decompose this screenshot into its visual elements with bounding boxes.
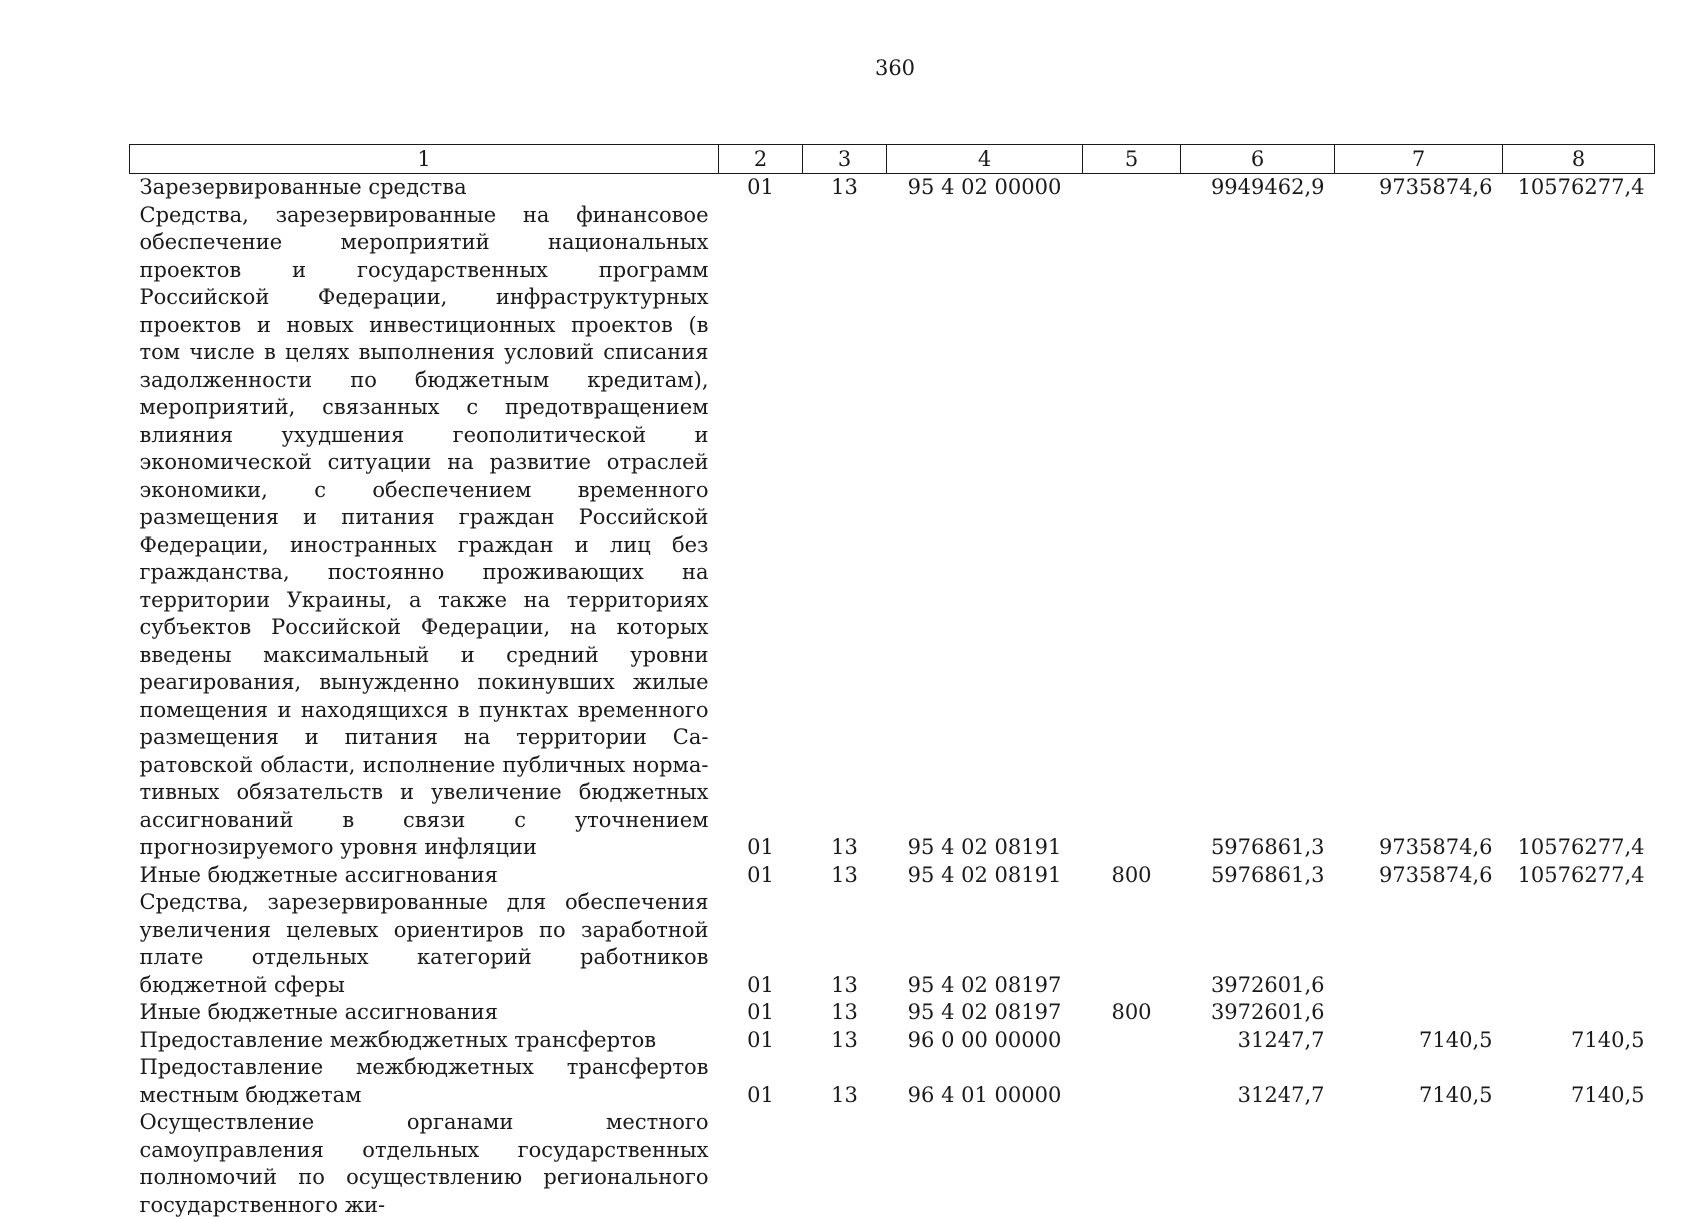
budget-table (129, 144, 1655, 1219)
row-amount-year-2: 9735874,6 (1335, 862, 1503, 890)
table-row (130, 999, 1655, 1027)
table-row (130, 862, 1655, 890)
row-amount-year-3: 10576277,4 (1503, 174, 1655, 202)
row-amount-year-1: 5976861,3 (1181, 202, 1335, 862)
row-expense-type (1083, 1054, 1181, 1109)
row-section: 01 (719, 174, 803, 202)
row-name: Осуществление органами местного самоуправления отдельных государственных полномочий по осуществлению регионального государственного жи- (130, 1109, 719, 1219)
header-col-4: 4 (887, 145, 1083, 174)
header-col-8: 8 (1503, 145, 1655, 174)
table-row (130, 1109, 1655, 1219)
row-name: Иные бюджетные ассигнования (130, 999, 719, 1027)
row-section: 01 (719, 1027, 803, 1055)
row-subsection: 13 (803, 889, 887, 999)
row-section: 01 (719, 1054, 803, 1109)
table-body (130, 174, 1655, 1219)
row-section (719, 1109, 803, 1219)
header-row (130, 145, 1655, 174)
table-row (130, 202, 1655, 862)
row-amount-year-2 (1335, 999, 1503, 1027)
row-amount-year-3 (1503, 999, 1655, 1027)
row-amount-year-3 (1503, 889, 1655, 999)
row-subsection: 13 (803, 1027, 887, 1055)
row-name: Средства, зарезервированные на финансовое обеспечение мероприятий национальных проектов и государственных программ Российской Федерации, инфраструктурных проектов и новых инвестиционных проектов (в том числе в целях выполнения условий списания задолженности по бюджетным кредитам), мероприятий, связанных с предотвращением влияния ухудшения геополитической и экономической ситуации на развитие отраслей экономики, с обеспечением временного размещения и питания граждан Российской Федерации, иностранных граждан и лиц без гражданства, постоянно проживающих на территории Украины, а также на территориях субъектов Российской Федерации, на которых введены максимальный и средний уровни реагирования, вынужденно покинувших жилые помещения и находящихся в пунктах временного размещения и питания на территории Саратовской области, исполнение публичных нормативных обязательств и увеличение бюджетных ассигнований в связи с уточнением прогнозируемого уровня инфляции (130, 202, 719, 862)
row-target-article: 96 4 01 00000 (887, 1054, 1083, 1109)
header-col-1: 1 (130, 145, 719, 174)
page-number: 360 (0, 56, 1697, 80)
row-amount-year-2: 9735874,6 (1335, 174, 1503, 202)
row-name: Предоставление межбюджетных трансфертов местным бюджетам (130, 1054, 719, 1109)
row-section: 01 (719, 889, 803, 999)
row-target-article: 95 4 02 08197 (887, 889, 1083, 999)
row-expense-type (1083, 1027, 1181, 1055)
row-amount-year-1: 9949462,9 (1181, 174, 1335, 202)
row-amount-year-1: 31247,7 (1181, 1027, 1335, 1055)
row-section: 01 (719, 202, 803, 862)
row-amount-year-1: 31247,7 (1181, 1054, 1335, 1109)
row-target-article: 95 4 02 08191 (887, 862, 1083, 890)
row-subsection: 13 (803, 999, 887, 1027)
row-expense-type (1083, 174, 1181, 202)
row-amount-year-1: 3972601,6 (1181, 889, 1335, 999)
row-amount-year-3: 7140,5 (1503, 1027, 1655, 1055)
row-expense-type (1083, 202, 1181, 862)
row-amount-year-3: 10576277,4 (1503, 202, 1655, 862)
row-amount-year-3: 7140,5 (1503, 1054, 1655, 1109)
row-expense-type: 800 (1083, 999, 1181, 1027)
row-amount-year-2 (1335, 889, 1503, 999)
row-name: Иные бюджетные ассигнования (130, 862, 719, 890)
row-amount-year-3: 10576277,4 (1503, 862, 1655, 890)
row-amount-year-2: 7140,5 (1335, 1027, 1503, 1055)
row-amount-year-1 (1181, 1109, 1335, 1219)
header-col-7: 7 (1335, 145, 1503, 174)
row-name: Предоставление межбюджетных трансфертов (130, 1027, 719, 1055)
row-section: 01 (719, 999, 803, 1027)
row-subsection: 13 (803, 862, 887, 890)
row-name: Средства, зарезервированные для обеспечения увеличения целевых ориентиров по заработной плате отдельных категорий работников бюджетной сферы (130, 889, 719, 999)
row-amount-year-1: 5976861,3 (1181, 862, 1335, 890)
row-target-article (887, 1109, 1083, 1219)
row-subsection: 13 (803, 174, 887, 202)
row-target-article: 95 4 02 08197 (887, 999, 1083, 1027)
table-row (130, 174, 1655, 202)
table-row (130, 889, 1655, 999)
row-amount-year-2 (1335, 1109, 1503, 1219)
table-row (130, 1054, 1655, 1109)
table-header (130, 145, 1655, 174)
row-amount-year-2: 7140,5 (1335, 1054, 1503, 1109)
header-col-3: 3 (803, 145, 887, 174)
header-col-5: 5 (1083, 145, 1181, 174)
row-subsection: 13 (803, 1054, 887, 1109)
row-target-article: 95 4 02 00000 (887, 174, 1083, 202)
row-subsection: 13 (803, 202, 887, 862)
row-amount-year-2: 9735874,6 (1335, 202, 1503, 862)
header-col-6: 6 (1181, 145, 1335, 174)
table-row (130, 1027, 1655, 1055)
row-amount-year-1: 3972601,6 (1181, 999, 1335, 1027)
row-expense-type (1083, 889, 1181, 999)
row-target-article: 95 4 02 08191 (887, 202, 1083, 862)
row-amount-year-3 (1503, 1109, 1655, 1219)
row-expense-type (1083, 1109, 1181, 1219)
row-name: Зарезервированные средства (130, 174, 719, 202)
header-col-2: 2 (719, 145, 803, 174)
row-expense-type: 800 (1083, 862, 1181, 890)
row-section: 01 (719, 862, 803, 890)
row-subsection (803, 1109, 887, 1219)
row-target-article: 96 0 00 00000 (887, 1027, 1083, 1055)
